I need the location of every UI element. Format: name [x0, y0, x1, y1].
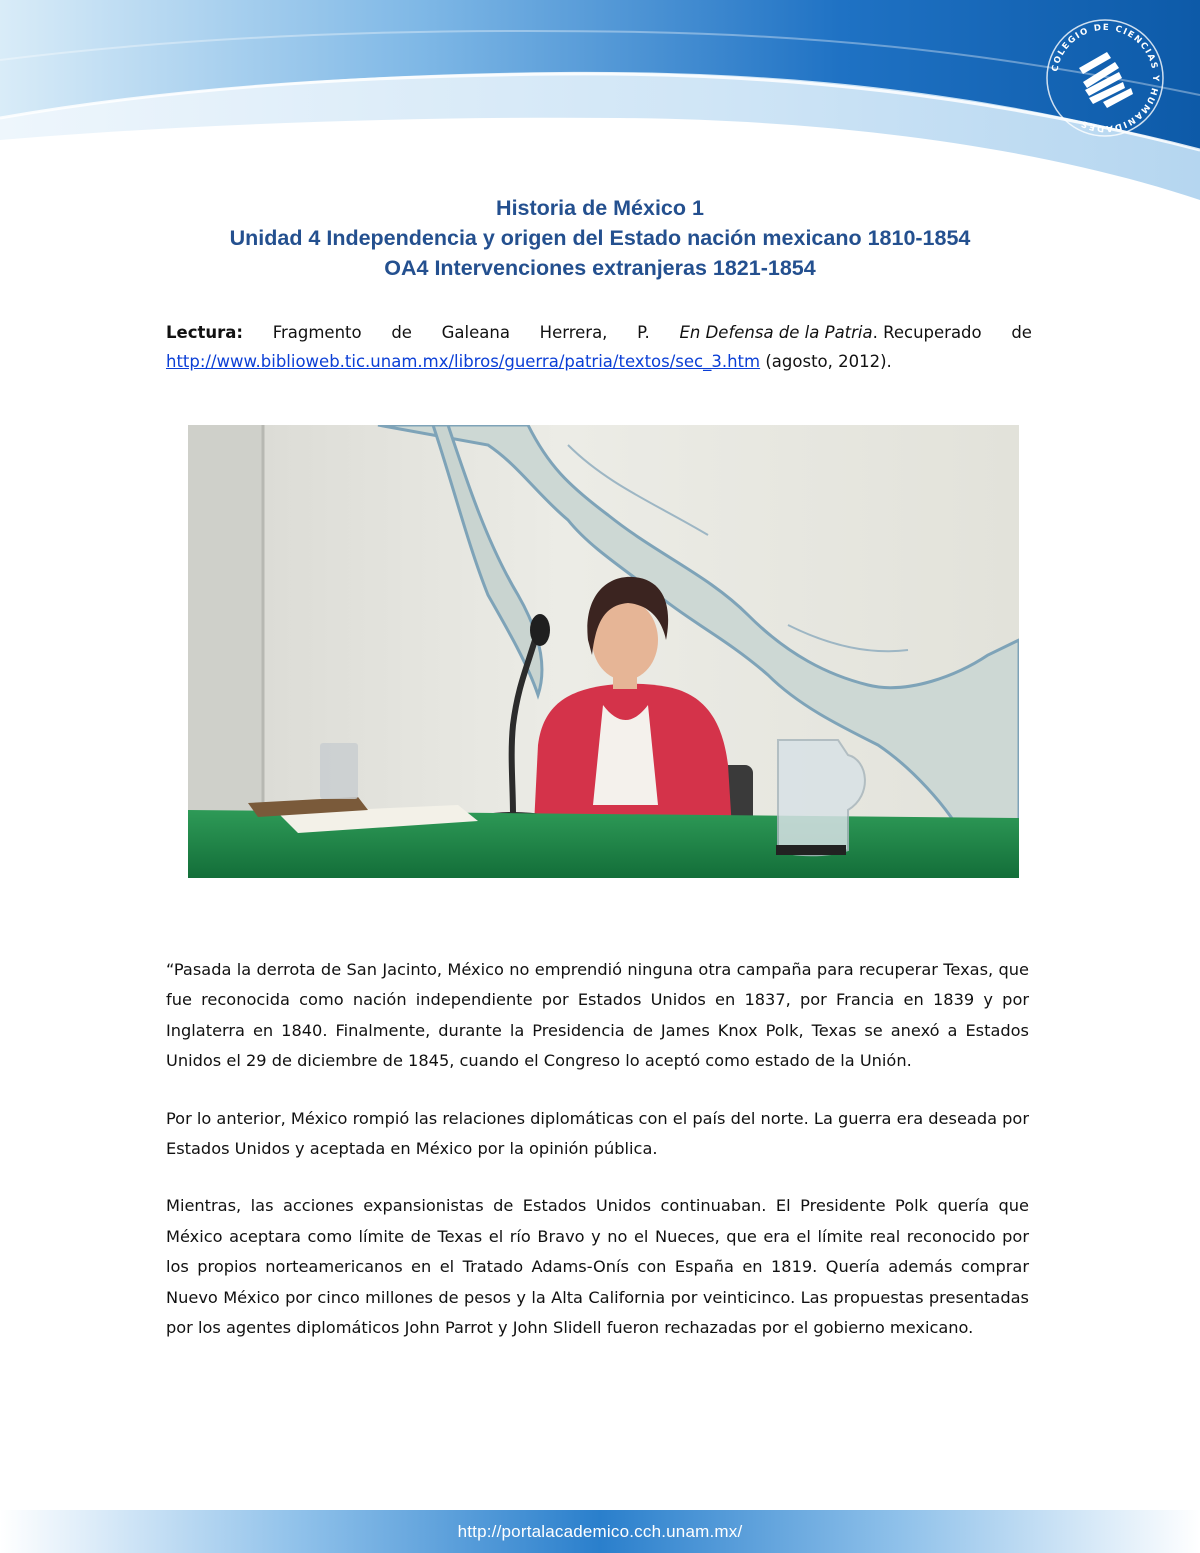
footer-url[interactable]: http://portalacademico.cch.unam.mx/: [457, 1522, 743, 1541]
reference-word: Herrera,: [539, 323, 608, 342]
unit-title: Unidad 4 Independencia y origen del Estado nación mexicano 1810-1854: [229, 226, 971, 250]
reading-body: [166, 955, 1029, 1370]
paragraph: Por lo anterior, México rompió las relaciones diplomáticas con el país del norte. La guerra era deseada por Estados Unidos y aceptada en México por la opinión pública.: [166, 1108, 1029, 1159]
reference-word: de: [391, 323, 412, 342]
header-banner: [0, 0, 1200, 200]
reference-book: En Defensa de la Patria. Recuperado: [679, 323, 982, 342]
reference-word: Fragmento: [272, 323, 362, 342]
lecture-photo: [188, 425, 1019, 878]
book-title: En Defensa de la Patria: [679, 323, 873, 342]
svg-text:COLEGIO DE CIENCIAS Y HUMANIDA: COLEGIO DE CIENCIAS Y HUMANIDADES: [1050, 22, 1161, 134]
cch-logo: [1045, 18, 1165, 138]
reference-word: P.: [637, 323, 650, 342]
reference-label: Lectura:: [166, 323, 243, 342]
reference-word: Galeana: [441, 323, 510, 342]
source-link[interactable]: http://www.biblioweb.tic.unam.mx/libros/guerra/patria/textos/sec_3.htm: [166, 352, 761, 371]
access-date: (agosto, 2012).: [760, 352, 892, 371]
course-title: Historia de México 1: [496, 196, 704, 220]
reference-line: [166, 318, 1032, 347]
document-titles: [0, 193, 1200, 283]
paragraph: “Pasada la derrota de San Jacinto, México no emprendió ninguna otra campaña para recuperar Texas, que fue reconocida como nación independiente por Estados Unidos en 1837, por Francia en 1839 y por Inglaterra en 1840. Finalmente, durante la Presidencia de James Knox Polk, Texas se anexó a Estados Unidos el 29 de diciembre de 1845, cuando el Congreso lo aceptó como estado de la Unión.: [166, 960, 1029, 1071]
reference-word: de: [1011, 323, 1032, 342]
reference-url-line: [166, 347, 1032, 376]
reading-reference: [166, 318, 1032, 376]
paragraph: Mientras, las acciones expansionistas de Estados Unidos continuaban. El Presidente Polk quería que México aceptara como límite de Texas el río Bravo y no el Nueces, que era el límite real reconocido por los propios norteamericanos en el Tratado Adams-Onís con España en 1819. Quería además comprar Nuevo México por cinco millones de pesos y la Alta California por veinticinco. Las propuestas presentadas por los agentes diplomáticos John Parrot y John Slidell fueron rechazadas por el gobierno mexicano.: [166, 1196, 1029, 1338]
objective-title: OA4 Intervenciones extranjeras 1821-1854: [384, 256, 816, 280]
